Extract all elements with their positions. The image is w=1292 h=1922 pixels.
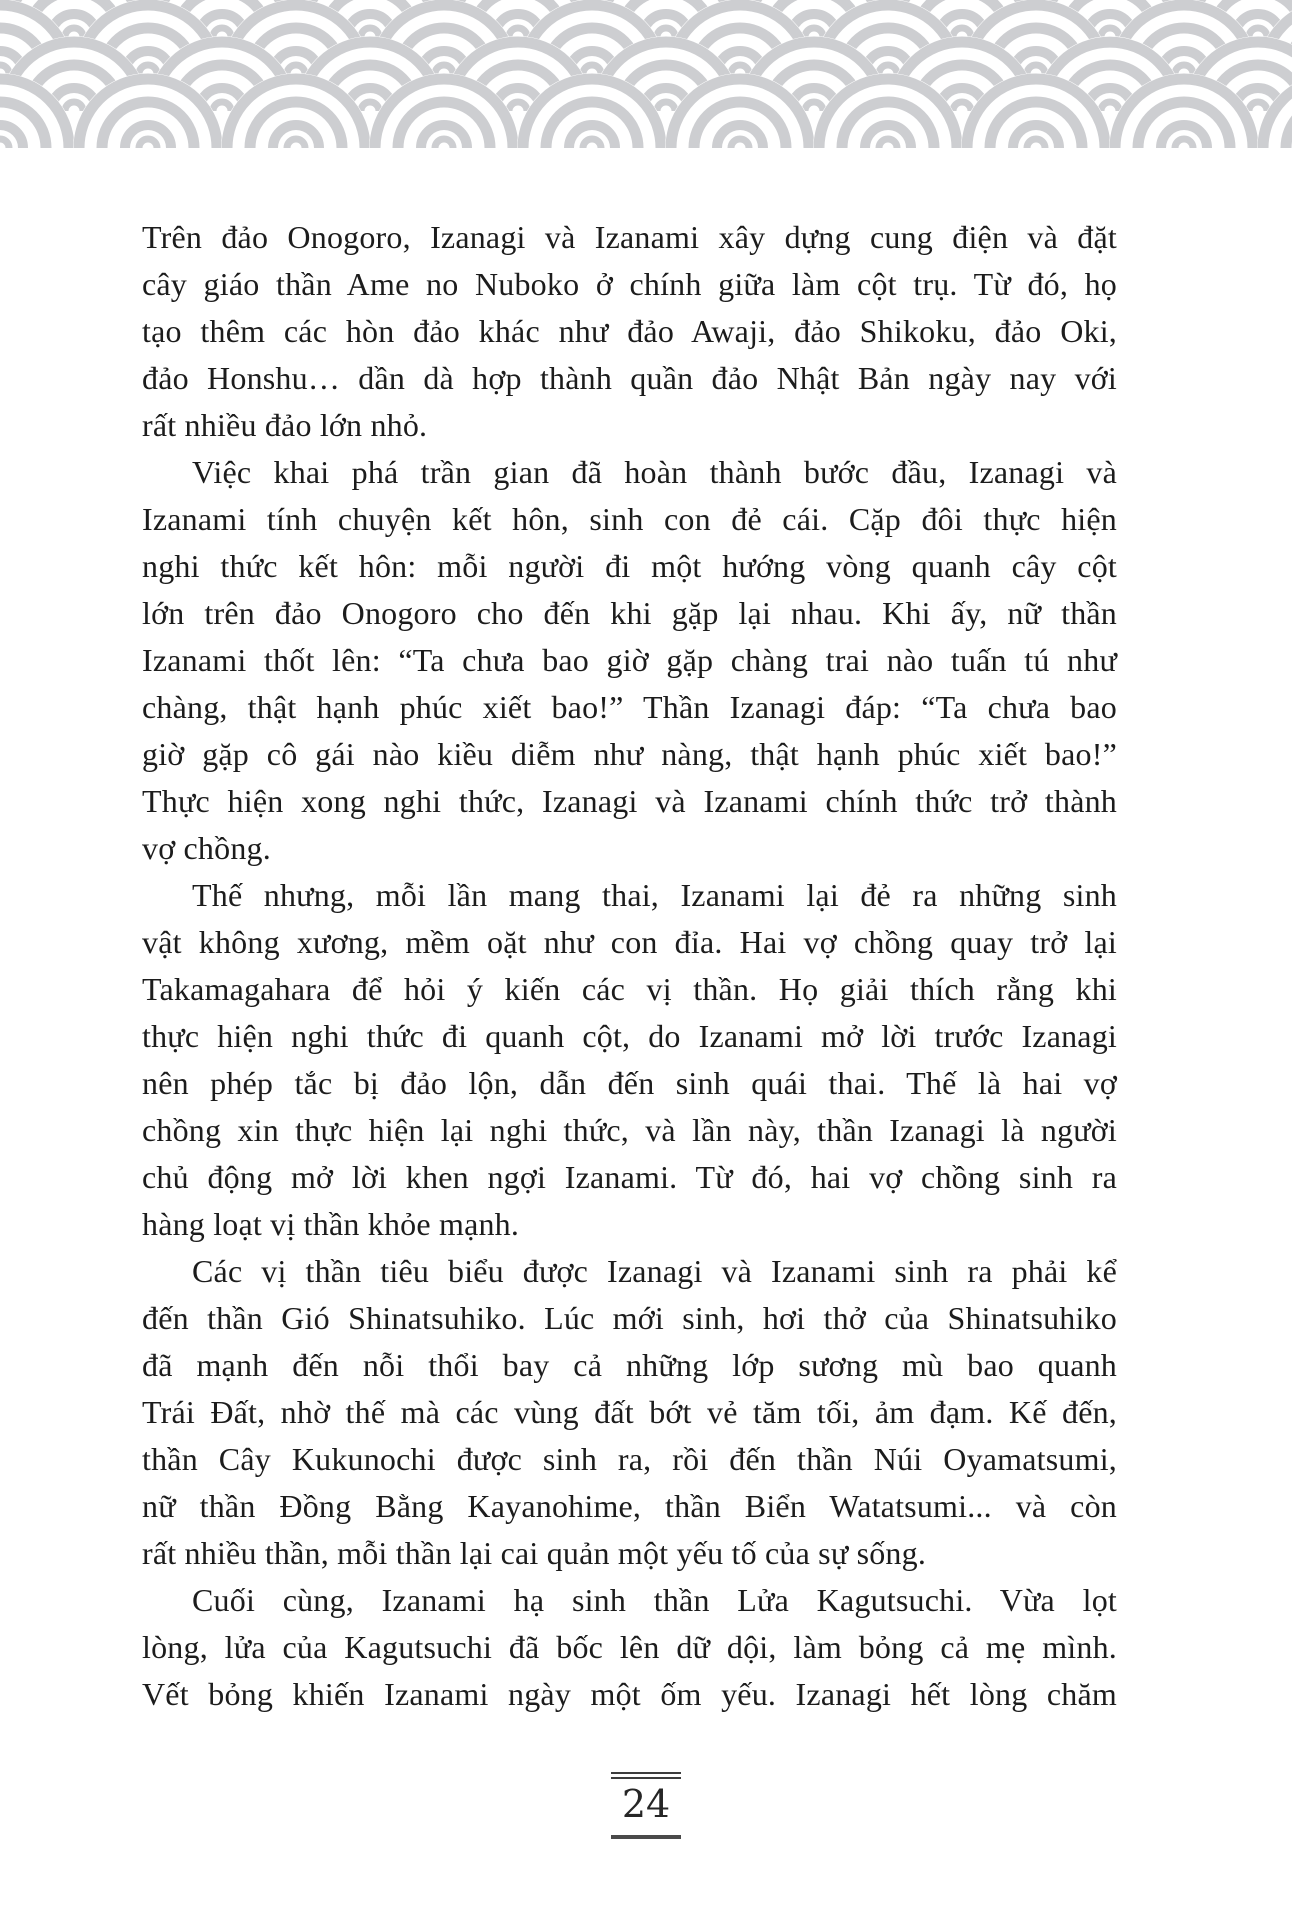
text-line: thực hiện nghi thức đi quanh cột, do Izanami mở lời trước Izanagi — [142, 1018, 1117, 1054]
text-line: rất nhiều thần, mỗi thần lại cai quản một yếu tố của sự sống. — [142, 1535, 927, 1571]
page-footer — [0, 1772, 1292, 1839]
text-line: nghi thức kết hôn: mỗi người đi một hướng vòng quanh cây cột — [142, 548, 1117, 584]
text-line: Thực hiện xong nghi thức, Izanagi và Izanami chính thức trở thành — [142, 783, 1117, 819]
text-line: nữ thần Đồng Bằng Kayanohime, thần Biển Watatsumi... và còn — [142, 1488, 1117, 1524]
text-line: Cuối cùng, Izanami hạ sinh thần Lửa Kagutsuchi. Vừa lọt — [192, 1582, 1117, 1618]
text-line: đảo Honshu… dần dà hợp thành quần đảo Nhật Bản ngày nay với — [142, 360, 1117, 396]
text-line: Việc khai phá trần gian đã hoàn thành bước đầu, Izanagi và — [192, 454, 1117, 490]
text-line: lòng, lửa của Kagutsuchi đã bốc lên dữ dội, làm bỏng cả mẹ mình. — [142, 1629, 1117, 1665]
text-line: vợ chồng. — [142, 830, 271, 866]
text-line: Vết bỏng khiến Izanami ngày một ốm yếu. Izanagi hết lòng chăm — [142, 1676, 1117, 1712]
text-line: Izanami tính chuyện kết hôn, sinh con đẻ cái. Cặp đôi thực hiện — [142, 501, 1117, 537]
text-line: chàng, thật hạnh phúc xiết bao!” Thần Izanagi đáp: “Ta chưa bao — [142, 689, 1117, 725]
folio-bottom-rule — [611, 1835, 681, 1839]
body-text — [142, 214, 1117, 1718]
text-line: giờ gặp cô gái nào kiều diễm như nàng, thật hạnh phúc xiết bao!” — [142, 736, 1117, 772]
text-line: đã mạnh đến nỗi thổi bay cả những lớp sương mù bao quanh — [142, 1347, 1117, 1383]
text-line: đến thần Gió Shinatsuhiko. Lúc mới sinh, hơi thở của Shinatsuhiko — [142, 1300, 1117, 1336]
text-line: chồng xin thực hiện lại nghi thức, và lần này, thần Izanagi là người — [142, 1112, 1117, 1148]
text-line: cây giáo thần Ame no Nuboko ở chính giữa làm cột trụ. Từ đó, họ — [142, 266, 1117, 302]
text-line: lớn trên đảo Onogoro cho đến khi gặp lại nhau. Khi ấy, nữ thần — [142, 595, 1117, 631]
text-line: hàng loạt vị thần khỏe mạnh. — [142, 1206, 520, 1242]
text-line: tạo thêm các hòn đảo khác như đảo Awaji, đảo Shikoku, đảo Oki, — [142, 313, 1117, 349]
folio-top-rule — [611, 1772, 681, 1779]
text-line: nên phép tắc bị đảo lộn, dẫn đến sinh quái thai. Thế là hai vợ — [142, 1065, 1117, 1101]
text-line: Thế nhưng, mỗi lần mang thai, Izanami lại đẻ ra những sinh — [192, 877, 1117, 913]
text-line: Trái Đất, nhờ thế mà các vùng đất bớt vẻ tăm tối, ảm đạm. Kế đến, — [142, 1394, 1117, 1430]
page-number: 24 — [621, 1782, 671, 1826]
text-line: chủ động mở lời khen ngợi Izanami. Từ đó, hai vợ chồng sinh ra — [142, 1159, 1117, 1195]
text-line: thần Cây Kukunochi được sinh ra, rồi đến thần Núi Oyamatsumi, — [142, 1441, 1117, 1477]
text-line: Các vị thần tiêu biểu được Izanagi và Izanami sinh ra phải kể — [192, 1253, 1117, 1289]
text-line: rất nhiều đảo lớn nhỏ. — [142, 407, 428, 443]
text-line: Trên đảo Onogoro, Izanagi và Izanami xây dựng cung điện và đặt — [142, 219, 1117, 255]
text-line: vật không xương, mềm oặt như con đỉa. Hai vợ chồng quay trở lại — [142, 924, 1117, 960]
text-line: Takamagahara để hỏi ý kiến các vị thần. Họ giải thích rằng khi — [142, 971, 1117, 1007]
text-line: Izanami thốt lên: “Ta chưa bao giờ gặp chàng trai nào tuấn tú như — [142, 642, 1117, 678]
seigaiha-wave-pattern — [0, 0, 1292, 160]
